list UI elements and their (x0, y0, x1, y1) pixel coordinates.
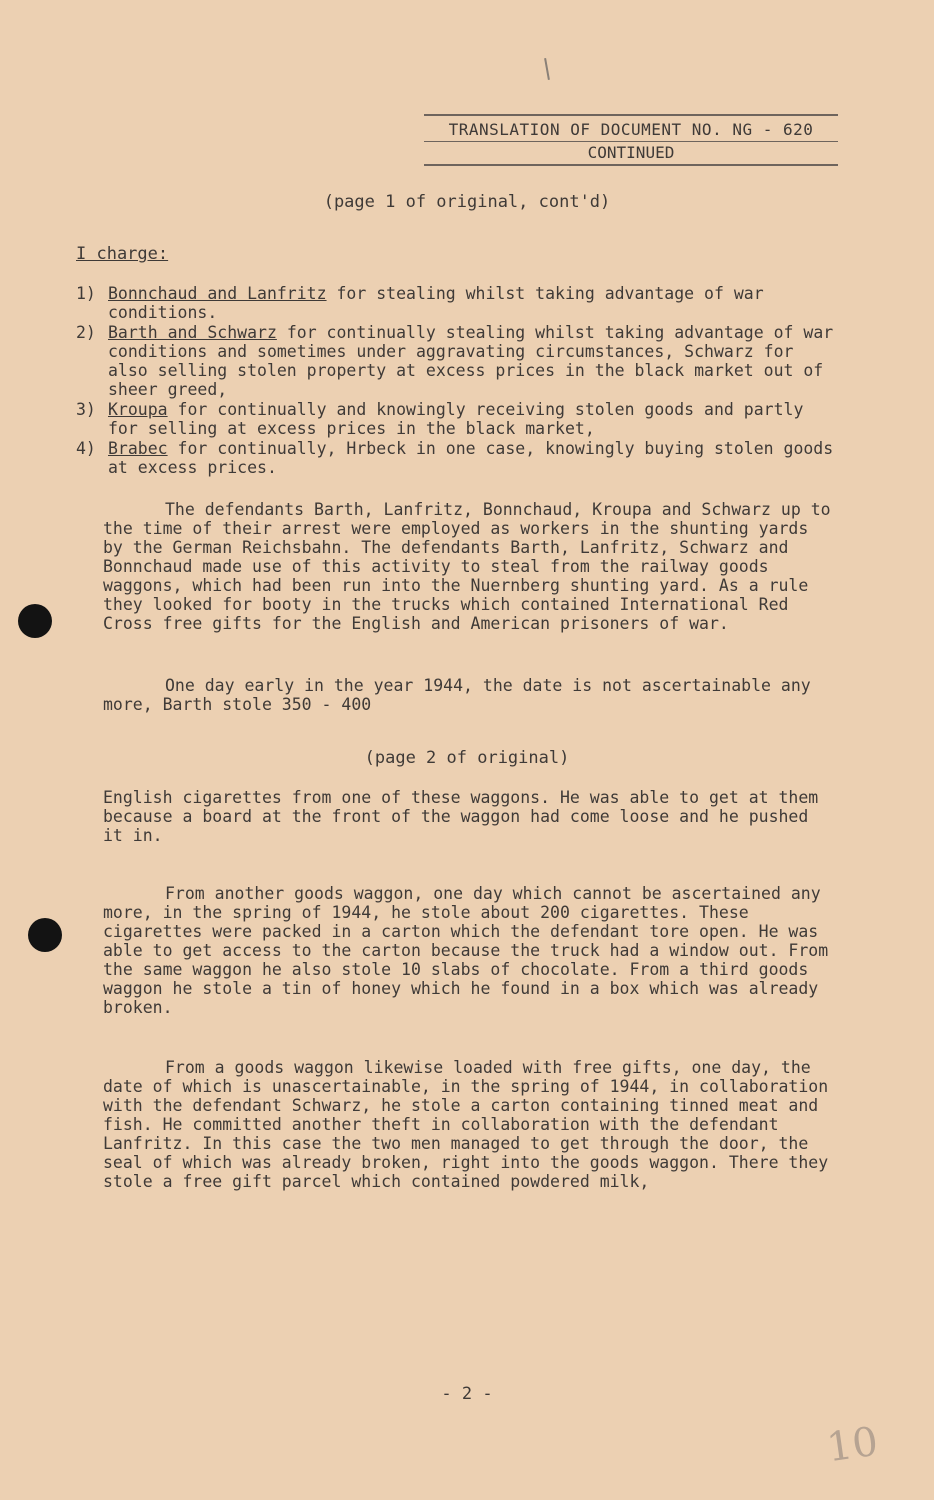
charge-names: Barth and Schwarz (108, 323, 277, 342)
pen-mark (544, 58, 550, 80)
paragraph-barth-theft: One day early in the year 1944, the date is not ascertainable any more, Barth stole 350 - 400 (103, 676, 811, 714)
charge-item (76, 323, 836, 399)
charge-description: for stealing whilst taking advantage of war conditions. (108, 284, 764, 322)
charge-number: 3) (76, 400, 96, 419)
document-title: TRANSLATION OF DOCUMENT NO. NG - 620 (424, 114, 838, 142)
charge-description: for continually stealing whilst taking advantage of war conditions and sometimes under aggravating circumstances, Schwarz for also selling stolen property at excess prices in the black market out of sheer greed, (108, 323, 834, 399)
charge-number: 1) (76, 284, 96, 303)
punch-hole (18, 604, 52, 638)
charge-description: for continually and knowingly receiving stolen goods and partly for selling at excess prices in the black market, (108, 400, 804, 438)
page-note-original-1: (page 1 of original, cont'd) (323, 192, 611, 212)
charge-item (76, 400, 836, 438)
charge-text (108, 284, 836, 322)
charge-description: for continually, Hrbeck in one case, knowingly buying stolen goods at excess prices. (108, 439, 834, 477)
section-heading: I charge: (76, 244, 169, 264)
charge-number: 2) (76, 323, 96, 342)
paragraph-collaboration: From a goods waggon likewise loaded with free gifts, one day, the date of which is unascertainable, in the spring of 1944, in collaboration with the defendant Schwarz, he stole a carton containing tinned meat and fish. He committed another theft in collaboration with the defendant Lanfritz. In this case the two men managed to get through the door, the seal of which was already broken, right into the goods waggon. There they stole a free gift parcel which contained powdered milk, (103, 1058, 829, 1191)
charge-names: Brabec (108, 439, 168, 458)
paragraph-defendants: The defendants Barth, Lanfritz, Bonnchaud, Kroupa and Schwarz up to the time of their arrest were employed as workers in the shunting yards by the German Reichsbahn. The defendants Barth, Lanfritz, Schwarz and Bonnchaud made use of this activity to steal from the railway goods waggons, which had been run into the Nuernberg shunting yard. As a rule they looked for booty in the trucks which contained International Red Cross free gifts for the English and American prisoners of war. (103, 500, 831, 633)
punch-hole (28, 918, 62, 952)
charge-item (76, 439, 836, 477)
page-note-original-2: (page 2 of original) (364, 748, 570, 768)
charge-number: 4) (76, 439, 96, 458)
charge-text (108, 439, 836, 477)
document-header (424, 114, 838, 166)
charge-item (76, 284, 836, 322)
paragraph-cigarettes: English cigarettes from one of these waggons. He was able to get at them because a board at the front of the waggon had come loose and he pushed it in. (103, 788, 819, 845)
document-subtitle: CONTINUED (424, 143, 838, 166)
handwritten-page-stamp: 10 (824, 1418, 881, 1472)
charge-text (108, 400, 836, 438)
paragraph-another-waggon: From another goods waggon, one day which cannot be ascertained any more, in the spring of 1944, he stole about 200 cigarettes. These cigarettes were packed in a carton which the defendant tore open. He was able to get access to the carton because the truck had a window out. From the same waggon he also stole 10 slabs of chocolate. From a third goods waggon he stole a tin of honey which he found in a box which was already broken. (103, 884, 829, 1017)
charge-names: Bonnchaud and Lanfritz (108, 284, 327, 303)
charge-text (108, 323, 836, 399)
page-number: - 2 - (441, 1384, 493, 1404)
charges-list (76, 284, 836, 478)
charge-names: Kroupa (108, 400, 168, 419)
